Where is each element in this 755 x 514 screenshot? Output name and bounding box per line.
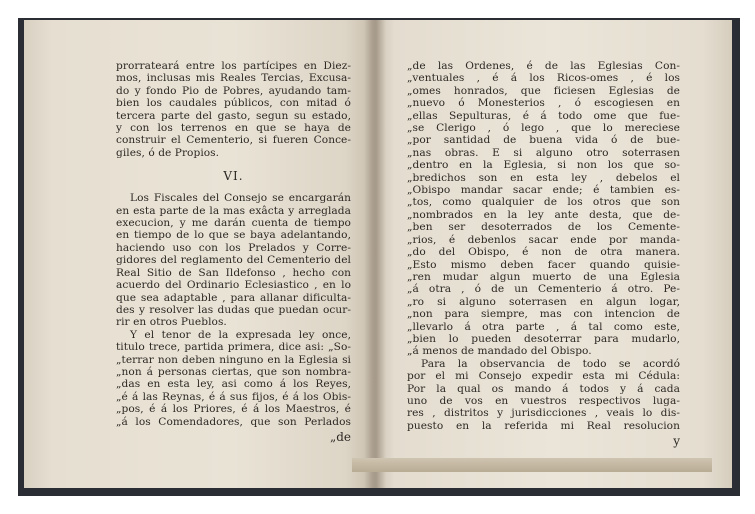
left-page: [24, 20, 373, 488]
text-line: „ventuales , é á los Ricos-omes , é los: [407, 72, 680, 85]
text-line: que sea adaptable , para allanar dificulta-: [116, 291, 351, 304]
text-line: „á menos de mandado del Obispo.: [407, 345, 592, 358]
catchword: y: [673, 434, 680, 449]
left-paragraph-1: [116, 60, 351, 159]
text-line: „llevarlo á otra parte , á tal como este,: [407, 320, 680, 333]
text-line: „non á personas ciertas, que son nombra-: [116, 365, 351, 378]
text-line: „ben ser desoterrados de los Cemente-: [407, 221, 680, 234]
text-line: „non para siempre, mas con intencion de: [407, 308, 680, 321]
text-line: „á otra , ó de un Cementerio á otro. Pe-: [407, 283, 680, 296]
text-line: „das en esta ley, asi como á los Reyes,: [116, 378, 351, 391]
text-line: do y fondo Pio de Pobres, ayudando tam-: [116, 84, 351, 97]
text-line: execucion, y me darán cuenta de tiempo: [116, 217, 351, 230]
text-line: Real Sitio de San Ildefonso , hecho con: [116, 266, 351, 279]
text-line: por el mi Consejo expedir esta mi Cédula:: [407, 370, 680, 383]
text-line: res , distritos y jurisdicciones , veais lo dis-: [407, 407, 680, 420]
catchword: „de: [330, 429, 351, 444]
text-line: „terrar non deben ninguno en la Eglesia si: [116, 353, 351, 366]
text-line: „Esto mismo deben facer quando quisie-: [407, 258, 680, 271]
text-line: gidores del reglamento del Cementerio del: [116, 254, 351, 267]
text-line: Los Fiscales del Consejo se encargarán: [130, 192, 351, 205]
section-heading: VI.: [223, 169, 244, 184]
right-paragraph-1: [407, 60, 680, 358]
left-paragraph-2: [116, 192, 351, 328]
text-line: „nombrados en la ley ante desta, que de-: [407, 208, 680, 221]
text-line: tercera parte del gasto, segun su estado,: [116, 109, 351, 122]
text-line: „se Clerigo , ó lego , que lo mereciese: [407, 122, 680, 135]
text-line: bien los caudales públicos, con mitad ó: [116, 97, 351, 110]
text-line: „dentro en la Eglesia, si non los que so-: [407, 159, 680, 172]
text-line: haciendo uso con los Prelados y Corre-: [116, 241, 351, 254]
text-line: „ro si alguno soterrasen en algun logar,: [407, 295, 680, 308]
text-line: en tiempo de lo que se baya adelantando,: [116, 229, 351, 242]
text-line: giles, ó de Propios.: [116, 146, 220, 159]
text-line: „bredichos son en esta ley , debelos el: [407, 171, 680, 184]
text-line: „por santidad de buena vida ó de bue-: [407, 134, 680, 147]
text-line: „á los Comendadores, que son Perlados: [116, 415, 351, 428]
text-line: „omes honrados, que ficiesen Eglesias de: [407, 84, 680, 97]
text-line: „Obispo mandar sacar ende; é tambien es-: [407, 184, 680, 197]
left-paragraph-3: [116, 329, 351, 428]
text-line: construir el Cementerio, si fueren Conce-: [116, 134, 351, 147]
open-book: [24, 20, 732, 488]
page-edge-stack: [352, 458, 712, 472]
text-line: titulo trece, partida primera, dice asi: „So-: [116, 341, 351, 354]
text-line: „bien lo pueden desoterrar para mudarlo,: [407, 332, 680, 345]
right-paragraph-2: [407, 358, 680, 432]
text-line: „rios, é debenlos sacar ende por manda-: [407, 233, 680, 246]
text-line: mos, inclusas mis Reales Tercias, Excusa-: [116, 72, 351, 85]
text-line: „de las Ordenes, é de las Eglesias Con-: [407, 60, 680, 72]
text-line: „tos, como qualquier de los otros que son: [407, 196, 680, 209]
text-line: „nuevo ó Monesterios , ó escogiesen en: [407, 97, 680, 110]
text-line: puesto en la referida mi Real resolucion: [407, 419, 680, 432]
text-line: uno de vos en vuestros respectivos luga-: [407, 394, 680, 407]
text-line: „pos, é á los Priores, é á los Maestros, é: [116, 403, 351, 416]
text-line: „nas obras. E si alguno otro soterrasen: [407, 146, 680, 159]
text-line: „do del Obispo, é non de otra manera.: [407, 246, 680, 259]
text-line: en esta parte de la mas exâcta y arreglada: [116, 204, 351, 217]
text-line: prorrateará entre los partícipes en Diez-: [116, 60, 351, 72]
text-line: des y resolver las dudas que puedan ocur-: [116, 303, 351, 316]
text-line: acuerdo del Ordinario Eclesiastico , en lo: [116, 279, 351, 292]
text-line: „é á las Reynas, é á sus fijos, é á los Obis-: [116, 390, 351, 403]
text-line: „ellas Sepulturas, é á todo ome que fue-: [407, 109, 680, 122]
text-line: Y el tenor de la expresada ley once,: [130, 328, 351, 341]
right-page: [373, 20, 732, 488]
text-line: rir en otros Pueblos.: [116, 316, 227, 329]
text-line: Por la qual os mando á todos y á cada: [407, 382, 680, 395]
text-line: Para la observancia de todo se acordó: [421, 357, 680, 370]
text-line: y con los terrenos en que se haya de: [116, 122, 351, 135]
text-line: „ren mudar algun muerto de una Eglesia: [407, 270, 680, 283]
